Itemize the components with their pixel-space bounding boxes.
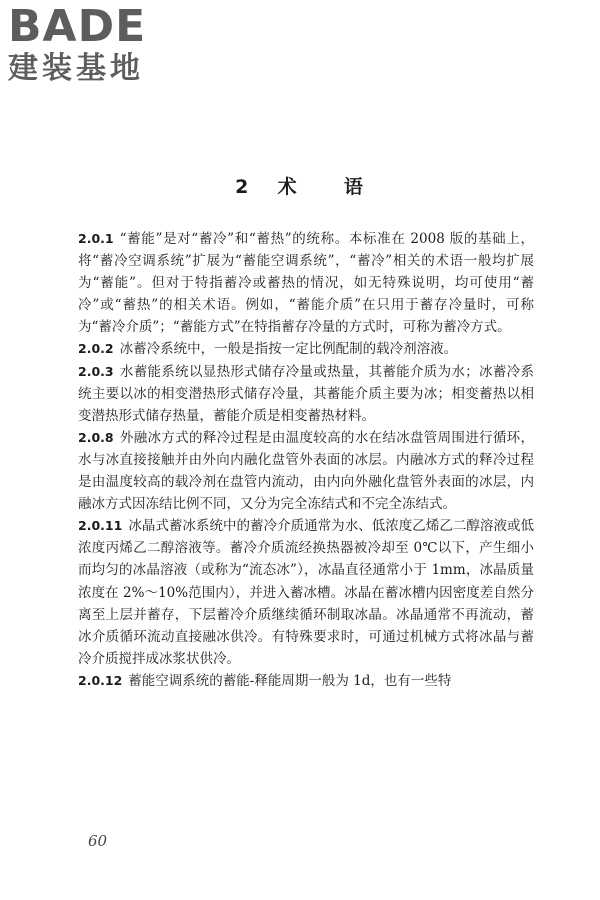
clause-number: 2.0.8	[78, 429, 114, 445]
clause	[78, 515, 534, 670]
clause	[78, 228, 534, 338]
clause-number: 2.0.2	[78, 341, 114, 357]
clause-number: 2.0.12	[78, 672, 123, 688]
clause-text: “蓄能”是对“蓄冷”和“蓄热”的统称。本标准在 2008 版的基础上，将“蓄冷空调系统”扩展为“蓄能空调系统”，“蓄冷”相关的术语一般均扩展为“蓄能”。但对于特指蓄冷或蓄热的情况，如无特殊说明，均可使用“蓄冷”或“蓄热”的相关术语。例如，“蓄能介质”在只用于蓄存冷量时，可称为“蓄冷介质”；“蓄能方式”在特指蓄存冷量的方式时，可称为蓄冷方式。	[78, 231, 534, 336]
clause	[78, 361, 534, 427]
page-number: 60	[88, 832, 108, 850]
clause-text: 蓄能空调系统的蓄能-释能周期一般为 1d，也有一些特	[128, 672, 452, 689]
chapter-title-char-1: 术	[277, 176, 299, 198]
body-text	[78, 228, 534, 692]
clause	[78, 338, 534, 360]
clause	[78, 670, 534, 692]
chapter-number: 2	[235, 176, 251, 198]
clause-text: 水蓄能系统以显热形式储存冷量或热量，其蓄能介质为水；冰蓄冷系统主要以冰的相变潜热形式储存冷量，其蓄能介质主要为冰；相变蓄热以相变潜热形式储存热量，蓄能介质是相变蓄热材料。	[78, 363, 534, 424]
clause-text: 冰蓄冷系统中，一般是指按一定比例配制的载冷剂溶液。	[119, 341, 458, 358]
chapter-title	[0, 172, 600, 199]
clause-number: 2.0.1	[78, 231, 114, 246]
clause-number: 2.0.3	[78, 363, 114, 379]
clause	[78, 427, 534, 515]
clause-text: 冰晶式蓄冰系统中的蓄冷介质通常为水、低浓度乙烯乙二醇溶液或低浓度丙烯乙二醇溶液等。蓄冷介质流经换热器被冷却至 0℃以下，产生细小而均匀的冰晶溶液（或称为“流态冰”），冰晶直径通常小于 1mm，冰晶质量浓度在 2%～10%范围内），并进入蓄冰槽。冰晶在蓄冰槽内因密度差自然分离至上层并蓄存，下层蓄冷介质继续循环制取冰晶。冰晶通常不再流动，蓄冰介质循环流动直接融冰供冷。有特殊要求时，可通过机械方式将冰晶与蓄冷介质搅拌成冰浆状供冷。	[78, 518, 534, 667]
logo-subtitle: 建装基地	[8, 51, 144, 86]
logo-word: BADE	[8, 1, 147, 52]
clause-number: 2.0.11	[78, 518, 123, 534]
logo	[8, 1, 183, 86]
clause-text: 外融冰方式的释冷过程是由温度较高的水在结冰盘管周围进行循环，水与冰直接接触并由外向内融化盘管外表面的冰层。内融冰方式的释冷过程是由温度较高的载冷剂在盘管内流动，由内向外融化盘管外表面的冰层，内融冰方式因冻结比例不同，又分为完全冻结式和不完全冻结式。	[78, 429, 534, 513]
chapter-title-char-2: 语	[343, 176, 365, 198]
